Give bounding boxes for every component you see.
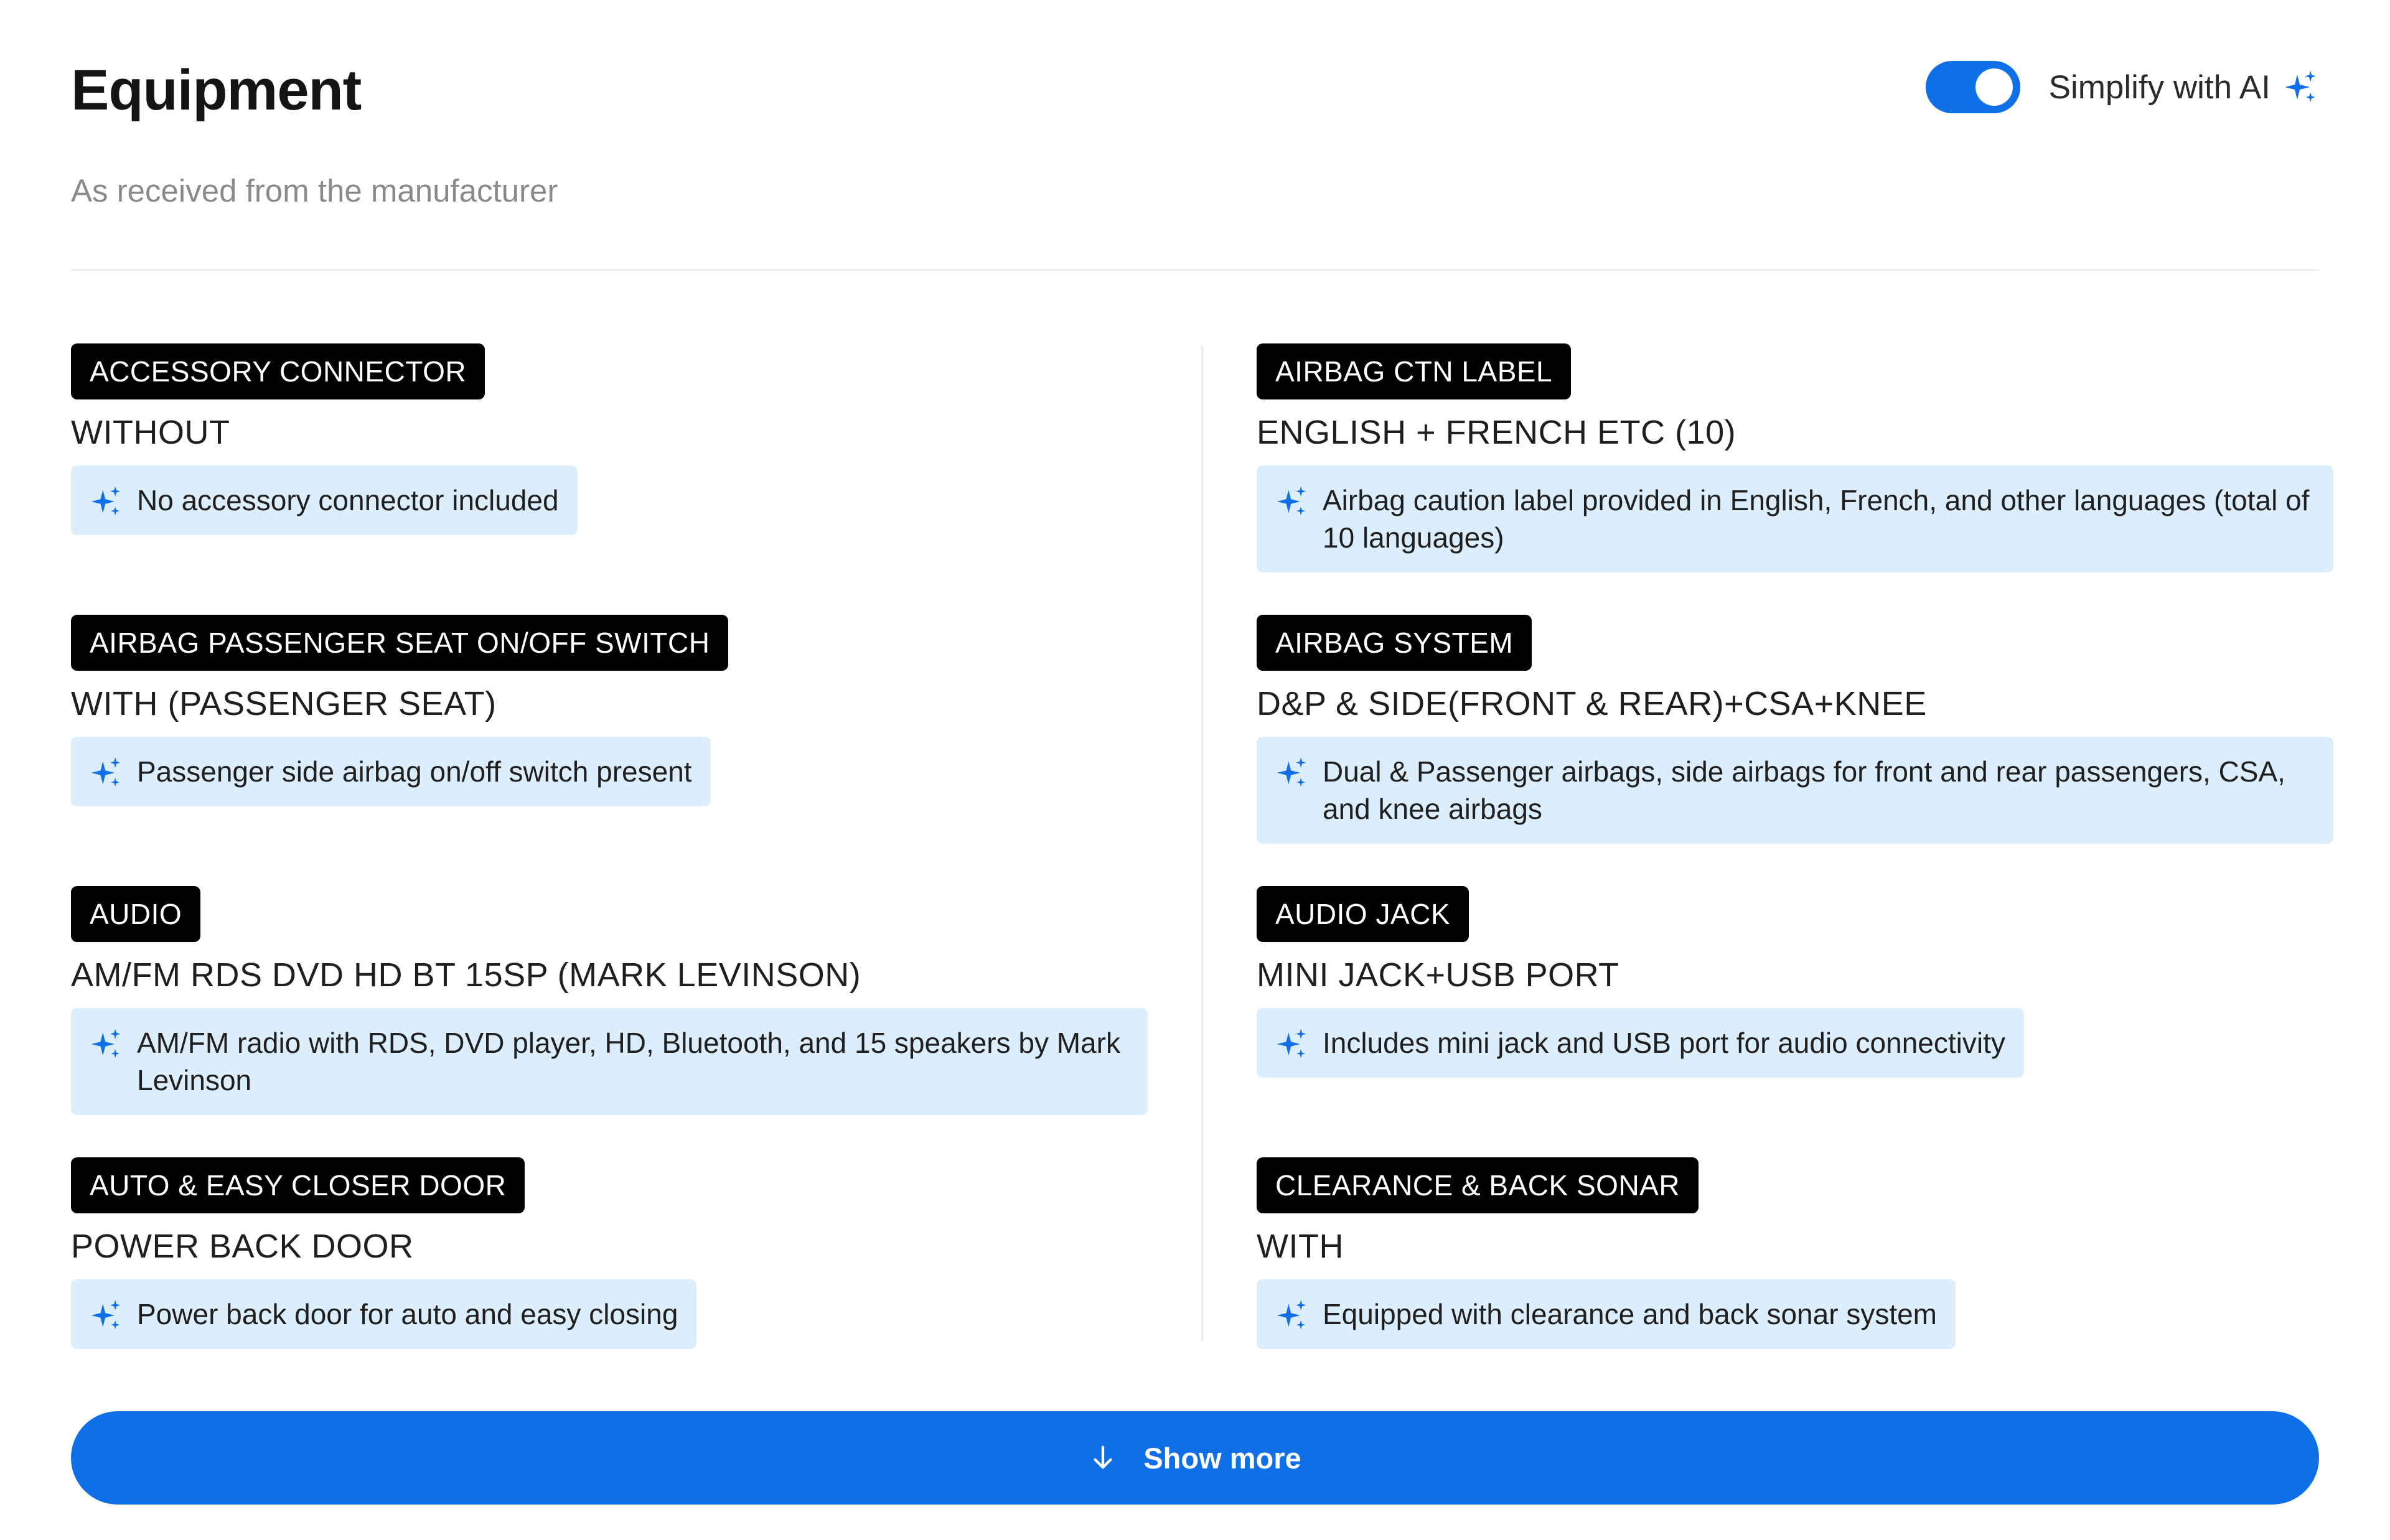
equipment-item [71,615,1148,806]
ai-summary-text: Equipped with clearance and back sonar system [1323,1298,1938,1330]
equipment-value: ENGLISH + FRENCH ETC (10) [1257,414,1736,451]
ai-sparkle-icon [88,484,123,519]
page-subtitle: As received from the manufacturer [71,173,558,208]
column-divider [1201,345,1203,1341]
ai-summary [1257,737,2333,844]
equipment-tag: AIRBAG PASSENGER SEAT ON/OFF SWITCH [71,615,728,671]
equipment-item [1257,886,2333,1078]
equipment-tag: AUDIO [71,886,200,942]
equipment-value: WITH (PASSENGER SEAT) [71,685,497,722]
equipment-value: WITH [1257,1228,1344,1265]
equipment-tag: CLEARANCE & BACK SONAR [1257,1157,1699,1213]
equipment-item [1257,343,2333,572]
ai-sparkle-icon [1274,755,1309,790]
ai-sparkle-icon [2282,68,2319,106]
equipment-value: WITHOUT [71,414,230,451]
ai-summary [1257,465,2333,572]
equipment-tag: ACCESSORY CONNECTOR [71,343,485,399]
ai-summary [71,1279,696,1349]
ai-summary [71,737,711,806]
ai-sparkle-icon [1274,1298,1309,1333]
equipment-tag: AIRBAG CTN LABEL [1257,343,1571,399]
equipment-item [71,1157,1148,1349]
ai-summary-text: No accessory connector included [137,484,559,516]
page-title: Equipment [71,58,362,122]
equipment-item [71,886,1148,1115]
toggle-knob [1975,68,2013,106]
equipment-tag: AUTO & EASY CLOSER DOOR [71,1157,525,1213]
arrow-down-icon [1089,1444,1117,1472]
ai-summary-text: AM/FM radio with RDS, DVD player, HD, Bluetooth, and 15 speakers by Mark Levinson [137,1027,1120,1096]
show-more-button[interactable] [71,1411,2319,1505]
ai-summary [1257,1279,1956,1349]
equipment-item [71,343,1148,535]
ai-summary-text: Passenger side airbag on/off switch present [137,755,692,788]
ai-sparkle-icon [1274,1027,1309,1062]
equipment-value: D&P & SIDE(FRONT & REAR)+CSA+KNEE [1257,685,1927,722]
ai-summary-text: Airbag caution label provided in English, French, and other languages (total of 10 languages) [1323,484,2310,554]
equipment-tag: AIRBAG SYSTEM [1257,615,1532,671]
show-more-label: Show more [1143,1441,1301,1475]
equipment-value: POWER BACK DOOR [71,1228,414,1265]
ai-summary-text: Includes mini jack and USB port for audio connectivity [1323,1027,2005,1059]
equipment-value: MINI JACK+USB PORT [1257,956,1619,994]
equipment-tag: AUDIO JACK [1257,886,1469,942]
ai-summary-text: Power back door for auto and easy closing [137,1298,678,1330]
simplify-ai-control [1926,56,2319,118]
ai-sparkle-icon [88,1298,123,1333]
simplify-ai-label: Simplify with AI [2048,68,2270,106]
ai-sparkle-icon [88,755,123,790]
equipment-item [1257,615,2333,844]
ai-sparkle-icon [88,1027,123,1062]
header [71,56,2319,218]
simplify-ai-toggle[interactable] [1926,61,2020,113]
ai-summary [71,1008,1148,1115]
ai-summary [1257,1008,2024,1078]
header-divider [71,269,2319,271]
ai-summary-text: Dual & Passenger airbags, side airbags for front and rear passengers, CSA, and knee airbags [1323,755,2285,825]
ai-sparkle-icon [1274,484,1309,519]
equipment-item [1257,1157,2333,1349]
equipment-value: AM/FM RDS DVD HD BT 15SP (MARK LEVINSON) [71,956,861,994]
ai-summary [71,465,578,535]
